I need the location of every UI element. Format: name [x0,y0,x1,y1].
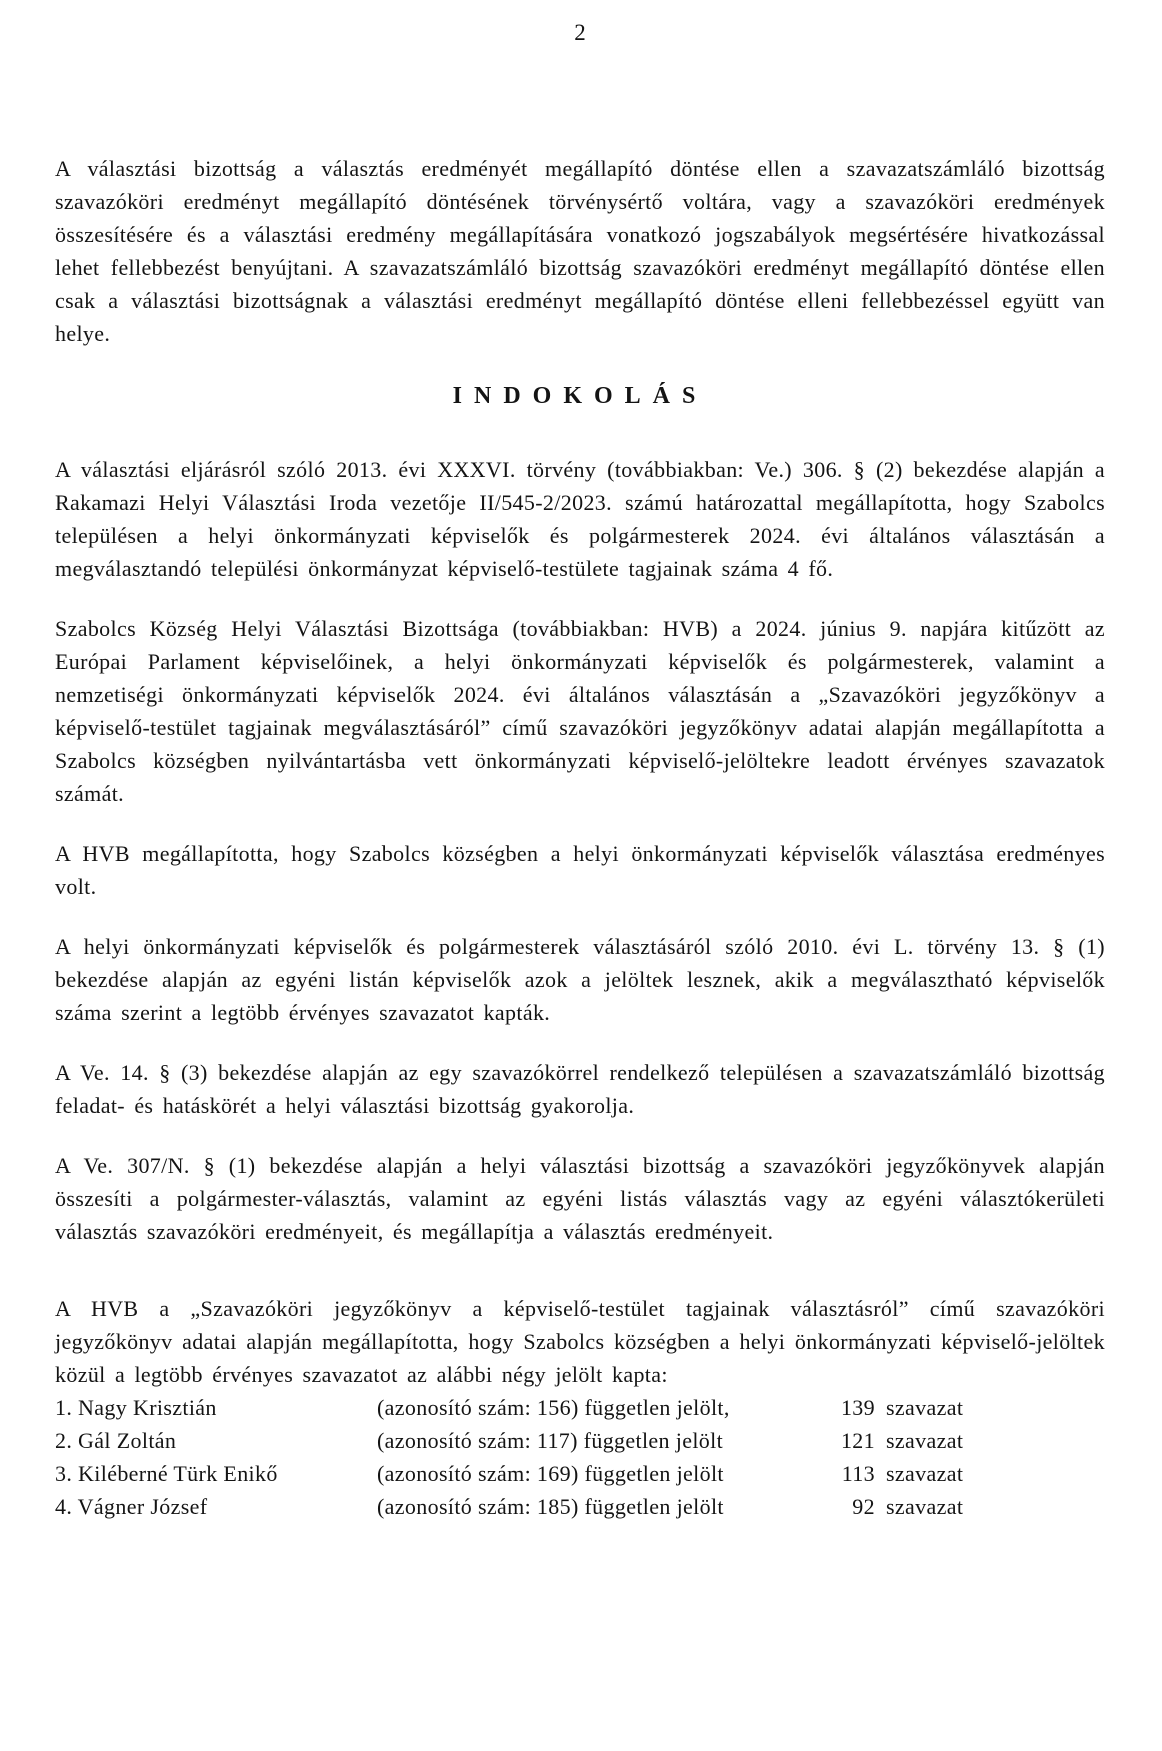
paragraph-ve-307n: A Ve. 307/N. § (1) bekezdése alapján a helyi választási bizottság a szavazóköri jegyzőkönyvek alapján összesíti a polgármester-választás, valamint az egyéni listás választás vagy az egyéni választókerületi választás szavazóköri eredményeit, és megállapítja a választás eredményeit. [55,1153,1105,1244]
candidate-votes: 92 [852,1494,875,1519]
candidate-votes-label: szavazat [886,1494,964,1519]
candidate-name: 1. Nagy Krisztián [55,1395,217,1420]
candidate-id-text: (azonosító szám: 169) független jelölt [377,1461,724,1486]
candidate-row [55,1457,1105,1490]
candidate-votes-label: szavazat [886,1395,964,1420]
paragraph-ve-14: A Ve. 14. § (3) bekezdése alapján az egy szavazókörrel rendelkező településen a szavazatszámláló bizottság feladat- és hatáskörét a helyi választási bizottság gyakorolja. [55,1060,1105,1118]
candidate-votes-label: szavazat [886,1461,964,1486]
section-heading-indokolas: INDOKOLÁS [452,383,708,409]
candidate-id-text: (azonosító szám: 156) független jelölt, [377,1395,730,1420]
candidate-votes: 121 [840,1428,875,1453]
candidate-id-text: (azonosító szám: 185) független jelölt [377,1494,724,1519]
paragraph-law-2010-L: A helyi önkormányzati képviselők és polgármesterek választásáról szóló 2010. évi L. törvény 13. § (1) bekezdése alapján az egyéni listán képviselők azok a jelöltek lesznek, akik a megválasztható képviselők száma szerint a legtöbb érvényes szavazatot kapták. [55,934,1105,1025]
document-body [55,152,1105,1523]
paragraph-legal-basis-ve-306: A választási eljárásról szóló 2013. évi XXXVI. törvény (továbbiakban: Ve.) 306. § (2) bekezdése alapján a Rakamazi Helyi Választási Iroda vezetője II/545-2/2023. számú határozattal megállapította, hogy Szabolcs településen a helyi önkormányzati képviselők és polgármesterek 2024. évi általános választásán a megválasztandó települési önkormányzat képviselő-testülete tagjainak száma 4 fő. [55,457,1105,581]
candidate-name: 2. Gál Zoltán [55,1428,177,1453]
paragraph-appeal-rules: A választási bizottság a választás eredményét megállapító döntése ellen a szavazatszámláló bizottság szavazóköri eredményt megállapító döntésének törvénysértő voltára, vagy a szavazóköri eredmények összesítésére és a választási eredmény megállapítására vonatkozó jogszabályok megsértésére hivatkozással lehet fellebbezést benyújtani. A szavazatszámláló bizottság szavazóköri eredményt megállapító döntése ellen csak a választási bizottságnak a választási eredményt megállapító döntése elleni fellebbezéssel együtt van helye. [55,156,1105,346]
candidate-result-list [55,1391,1105,1523]
candidate-votes: 139 [840,1395,875,1420]
candidate-id-text: (azonosító szám: 117) független jelölt [377,1428,724,1453]
candidate-name: 3. Kiléberné Türk Enikő [55,1461,278,1486]
candidate-row [55,1424,1105,1457]
candidate-votes: 113 [841,1461,875,1486]
paragraph-top-four-candidates: A HVB a „Szavazóköri jegyzőkönyv a képviselő-testület tagjainak választásról” című szavazóköri jegyzőkönyv adatai alapján megállapította, hogy Szabolcs községben a helyi önkormányzati képviselő-jelöltek közül a legtöbb érvényes szavazatot az alábbi négy jelölt kapta: [55,1296,1105,1387]
candidate-row [55,1391,1105,1424]
paragraph-election-valid: A HVB megállapította, hogy Szabolcs községben a helyi önkormányzati képviselők választása eredményes volt. [55,841,1105,899]
candidate-votes-label: szavazat [886,1428,964,1453]
page-number: 2 [574,20,586,45]
candidate-name: 4. Vágner József [55,1494,208,1519]
paragraph-hvb-protocol: Szabolcs Község Helyi Választási Bizottsága (továbbiakban: HVB) a 2024. június 9. napjára kitűzött az Európai Parlament képviselőinek, a helyi önkormányzati képviselők és polgármesterek, valamint a nemzetiségi önkormányzati képviselők 2024. évi általános választásán a „Szavazóköri jegyzőkönyv a képviselő-testület tagjainak megválasztásáról” című szavazóköri jegyzőkönyv adatai alapján megállapította a Szabolcs községben nyilvántartásba vett önkormányzati képviselő-jelöltekre leadott érvényes szavazatok számát. [55,616,1105,806]
candidate-row [55,1490,1105,1523]
